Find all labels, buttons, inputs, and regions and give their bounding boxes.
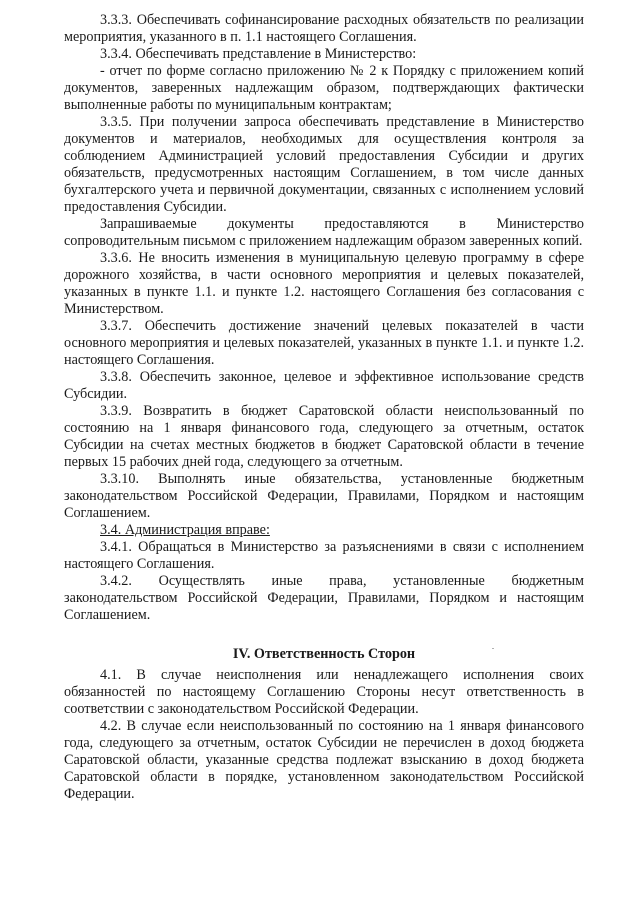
paragraph-3-3-5-docs: Запрашиваемые документы предоставляются в Министерство сопроводительным письмом с приложением надлежащим образом заверенных копий. xyxy=(64,216,584,249)
paragraph-3-3-8: 3.3.8. Обеспечить законное, целевое и эффективное использование средств Субсидии. xyxy=(64,369,584,402)
scan-speck xyxy=(492,648,494,649)
paragraph-3-3-5: 3.3.5. При получении запроса обеспечивать представление в Министерство документов и материалов, необходимых для осуществления контроля за соблюдением Администрацией условий предоставления Субсидии и других обязательств, предусмотренных настоящим Соглашением, в том числе данных бухгалтерского учета и первичной документации, связанных с исполнением условий предоставления Субсидии. xyxy=(64,114,584,215)
document-body xyxy=(64,12,584,803)
section-3-4-heading xyxy=(64,522,584,539)
section-iv-heading: IV. Ответственность Сторон xyxy=(232,646,416,662)
paragraph-3-4-2: 3.4.2. Осуществлять иные права, установленные бюджетным законодательством Российской Федерации, Правилами, Порядком и настоящим Соглашением. xyxy=(64,573,584,623)
paragraph-3-3-4-item: - отчет по форме согласно приложению № 2 к Порядку с приложением копий документов, заверенных надлежащим образом, подтверждающих фактически выполненные работы по муниципальным контрактам; xyxy=(64,63,584,113)
paragraph-3-4-1: 3.4.1. Обращаться в Министерство за разъяснениями в связи с исполнением настоящего Соглашения. xyxy=(64,539,584,572)
paragraph-3-3-6: 3.3.6. Не вносить изменения в муниципальную целевую программу в сфере дорожного хозяйства, в части основного мероприятия и целевых показателей, указанных в пункте 1.1. и пункте 1.2. настоящего Соглашения без согласования с Министерством. xyxy=(64,250,584,317)
paragraph-3-3-3: 3.3.3. Обеспечивать софинансирование расходных обязательств по реализации мероприятия, указанного в п. 1.1 настоящего Соглашения. xyxy=(64,12,584,45)
paragraph-3-3-10: 3.3.10. Выполнять иные обязательства, установленные бюджетным законодательством Российской Федерации, Правилами, Порядком и настоящим Соглашением. xyxy=(64,471,584,521)
paragraph-4-2: 4.2. В случае если неиспользованный по состоянию на 1 января финансового года, следующего за отчетным, остаток Субсидии не перечислен в доход бюджета Саратовской области, указанные средства подлежат взысканию в доход бюджета Саратовской области в порядке, установленном законодательством Российской Федерации. xyxy=(64,718,584,802)
paragraph-3-3-7: 3.3.7. Обеспечить достижение значений целевых показателей в части основного мероприятия и целевых показателей, указанных в пункте 1.1. и пункте 1.2. настоящего Соглашения. xyxy=(64,318,584,368)
paragraph-4-1: 4.1. В случае неисполнения или ненадлежащего исполнения своих обязанностей по настоящему Соглашению Стороны несут ответственность в соответствии с законодательством Российской Федерации. xyxy=(64,667,584,717)
paragraph-3-3-9: 3.3.9. Возвратить в бюджет Саратовской области неиспользованный по состоянию на 1 января финансового года, следующего за отчетным, остаток Субсидии на счетах местных бюджетов в бюджет Саратовской области в течение первых 15 рабочих дней года, следующего за отчетным. xyxy=(64,403,584,470)
section-3-4-heading-text: 3.4. Администрация вправе: xyxy=(100,522,270,538)
paragraph-3-3-4: 3.3.4. Обеспечивать представление в Министерство: xyxy=(100,46,417,62)
